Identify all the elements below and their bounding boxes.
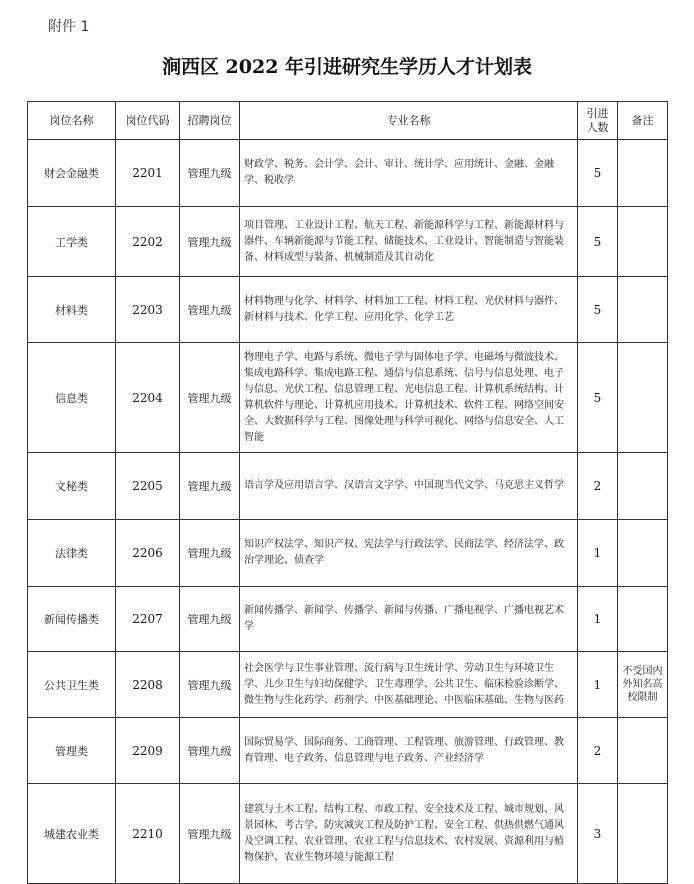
major-name-cell: 材料物理与化学、材料学、材料加工工程、材料工程、光伏材料与器件、新材料与技术、化学工程、应用化学、化学工艺 [240,277,578,343]
position-name-cell: 工学类 [28,207,116,277]
table-row [28,784,668,884]
count-cell: 2 [578,453,618,520]
count-cell: 5 [578,343,618,453]
major-name-cell: 知识产权法学、知识产权、宪法学与行政法学、民商法学、经济法学、政治学理论、侦查学 [240,520,578,587]
position-code-cell: 2207 [116,587,180,652]
position-name-cell: 新闻传播类 [28,587,116,652]
recruitment-plan-table [27,101,668,884]
remarks-cell [618,784,668,884]
position-name-cell: 城建农业类 [28,784,116,884]
recruit-position-cell: 管理九级 [180,718,240,784]
recruit-position-cell: 管理九级 [180,343,240,453]
table-row [28,587,668,652]
recruit-position-cell: 管理九级 [180,520,240,587]
position-name-cell: 材料类 [28,277,116,343]
major-name-cell: 语言学及应用语言学、汉语言文字学、中国现当代文学、马克思主义哲学 [240,453,578,520]
count-cell: 3 [578,784,618,884]
count-cell: 2 [578,718,618,784]
header-major-name: 专业名称 [240,102,578,140]
major-name-cell: 财政学、税务、会计学、会计、审计、统计学、应用统计、金融、金融学、税收学 [240,140,578,207]
major-name-cell: 物理电子学、电路与系统、微电子学与固体电子学、电磁场与微波技术、集成电路科学、集成电路工程、通信与信息系统、信号与信息处理、电子与信息、光伏工程、信息管理工程、光电信息工程、计算机系统结构、计算机软件与理论、计算机应用技术、计算机技术、软件工程、网络空间安全、大数据科学与工程、图像处理与科学可视化、网络与信息安全、人工智能 [240,343,578,453]
position-name-cell: 文秘类 [28,453,116,520]
table-row [28,343,668,453]
position-code-cell: 2203 [116,277,180,343]
table-row [28,453,668,520]
major-name-cell: 新闻传播学、新闻学、传播学、新闻与传播、广播电视学、广播电视艺术学 [240,587,578,652]
recruit-position-cell: 管理九级 [180,453,240,520]
table-row [28,718,668,784]
major-name-cell: 国际贸易学、国际商务、工商管理、工程管理、旅游管理、行政管理、教育管理、电子政务、信息管理与电子政务、产业经济学 [240,718,578,784]
recruit-position-cell: 管理九级 [180,652,240,718]
header-count: 引进 人数 [578,102,618,140]
position-code-cell: 2210 [116,784,180,884]
table-header-row [28,102,668,140]
count-cell: 1 [578,587,618,652]
recruit-position-cell: 管理九级 [180,587,240,652]
recruit-position-cell: 管理九级 [180,277,240,343]
major-name-cell: 社会医学与卫生事业管理、流行病与卫生统计学、劳动卫生与环境卫生学、儿少卫生与妇幼保健学、卫生毒理学、公共卫生、临床检验诊断学、微生物与生化药学、药剂学、中医基础理论、中医临床基础、生物与医药 [240,652,578,718]
position-code-cell: 2202 [116,207,180,277]
major-name-cell: 建筑与土木工程、结构工程、市政工程、安全技术及工程、城市规划、风景园林、考古学、防灾减灾工程及防护工程、安全工程、供热供燃气通风及空调工程、农业管理、农业工程与信息技术、农村发展、资源利用与植物保护、农业生物环境与能源工程 [240,784,578,884]
remarks-cell [618,343,668,453]
position-name-cell: 法律类 [28,520,116,587]
recruit-position-cell: 管理九级 [180,784,240,884]
remarks-cell [618,140,668,207]
position-code-cell: 2209 [116,718,180,784]
remarks-cell [618,453,668,520]
remarks-cell: 不受国内外知名高校限制 [618,652,668,718]
table-row [28,652,668,718]
position-code-cell: 2204 [116,343,180,453]
position-name-cell: 公共卫生类 [28,652,116,718]
position-code-cell: 2201 [116,140,180,207]
recruit-position-cell: 管理九级 [180,140,240,207]
major-name-cell: 项目管理、工业设计工程、航天工程、新能源科学与工程、新能源材料与器件、车辆新能源与节能工程、储能技术、工业设计、智能制造与智能装备、材料成型与装备、机械制造及其自动化 [240,207,578,277]
header-position-code: 岗位代码 [116,102,180,140]
attachment-label: 附件 1 [48,19,90,35]
count-cell: 1 [578,652,618,718]
position-name-cell: 管理类 [28,718,116,784]
remarks-cell [618,277,668,343]
table-row [28,520,668,587]
count-cell: 1 [578,520,618,587]
recruit-position-cell: 管理九级 [180,207,240,277]
count-cell: 5 [578,207,618,277]
remarks-cell [618,587,668,652]
page-title: 涧西区 2022 年引进研究生学历人才计划表 [161,56,533,78]
count-cell: 5 [578,277,618,343]
table-row [28,140,668,207]
position-code-cell: 2206 [116,520,180,587]
remarks-cell [618,718,668,784]
table-row [28,277,668,343]
position-code-cell: 2205 [116,453,180,520]
header-position-name: 岗位名称 [28,102,116,140]
position-code-cell: 2208 [116,652,180,718]
remarks-cell [618,207,668,277]
count-cell: 5 [578,140,618,207]
position-name-cell: 信息类 [28,343,116,453]
table-row [28,207,668,277]
header-recruit-position: 招聘岗位 [180,102,240,140]
remarks-cell [618,520,668,587]
position-name-cell: 财会金融类 [28,140,116,207]
header-remarks: 备注 [618,102,668,140]
